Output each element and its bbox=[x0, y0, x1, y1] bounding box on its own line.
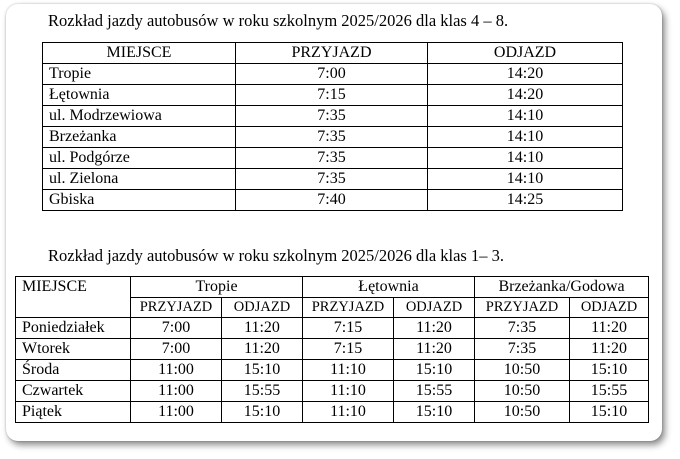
time-cell: 10:50 bbox=[475, 360, 570, 381]
table-row bbox=[43, 106, 623, 127]
table-row bbox=[43, 148, 623, 169]
place-cell: Brzeżanka bbox=[43, 127, 236, 148]
departure-cell: 14:10 bbox=[428, 127, 623, 148]
time-cell: 15:55 bbox=[394, 381, 475, 402]
time-cell: 10:50 bbox=[475, 381, 570, 402]
schedule-4-8-caption: Rozkład jazdy autobusów w roku szkolnym 2025/2026 dla klas 4 – 8. bbox=[48, 11, 509, 30]
place-cell: Tropie bbox=[43, 64, 236, 85]
time-cell: 11:20 bbox=[570, 318, 649, 339]
table-row bbox=[43, 127, 623, 148]
time-cell: 11:20 bbox=[222, 339, 303, 360]
table-row bbox=[16, 381, 649, 402]
place-cell: ul. Podgórze bbox=[43, 148, 236, 169]
time-cell: 7:00 bbox=[131, 339, 222, 360]
time-cell: 15:55 bbox=[570, 381, 649, 402]
time-cell: 11:10 bbox=[303, 381, 394, 402]
table-row bbox=[43, 85, 623, 106]
table-row bbox=[43, 190, 623, 211]
schedule-4-8-table bbox=[42, 42, 623, 211]
time-cell: 15:10 bbox=[394, 360, 475, 381]
schedule-1-3-caption: Rozkład jazdy autobusów w roku szkolnym 2025/2026 dla klas 1– 3. bbox=[48, 246, 504, 265]
arrival-cell: 7:35 bbox=[236, 148, 428, 169]
day-cell: Środa bbox=[16, 360, 131, 381]
time-cell: 15:10 bbox=[570, 402, 649, 423]
time-cell: 15:10 bbox=[222, 402, 303, 423]
subheader-departure: ODJAZD bbox=[222, 298, 303, 318]
time-cell: 15:55 bbox=[222, 381, 303, 402]
time-cell: 15:10 bbox=[570, 360, 649, 381]
table-header-row bbox=[16, 277, 649, 298]
time-cell: 11:20 bbox=[222, 318, 303, 339]
header-arrival: PRZYJAZD bbox=[236, 43, 428, 64]
time-cell: 11:00 bbox=[131, 381, 222, 402]
departure-cell: 14:10 bbox=[428, 169, 623, 190]
table-header-row bbox=[43, 43, 623, 64]
arrival-cell: 7:40 bbox=[236, 190, 428, 211]
departure-cell: 14:10 bbox=[428, 148, 623, 169]
time-cell: 11:00 bbox=[131, 402, 222, 423]
day-cell: Wtorek bbox=[16, 339, 131, 360]
table-row bbox=[43, 169, 623, 190]
place-cell: Gbiska bbox=[43, 190, 236, 211]
time-cell: 11:00 bbox=[131, 360, 222, 381]
departure-cell: 14:25 bbox=[428, 190, 623, 211]
subheader-arrival: PRZYJAZD bbox=[131, 298, 222, 318]
time-cell: 7:00 bbox=[131, 318, 222, 339]
header-blank bbox=[16, 298, 131, 318]
header-group-letownia: Łętownia bbox=[303, 277, 475, 298]
header-place: MIEJSCE bbox=[43, 43, 236, 64]
header-group-tropie: Tropie bbox=[131, 277, 303, 298]
arrival-cell: 7:00 bbox=[236, 64, 428, 85]
header-group-brzezanka-godowa: Brzeżanka/Godowa bbox=[475, 277, 649, 298]
header-place: MIEJSCE bbox=[16, 277, 131, 298]
departure-cell: 14:20 bbox=[428, 64, 623, 85]
time-cell: 10:50 bbox=[475, 402, 570, 423]
table-subheader-row bbox=[16, 298, 649, 318]
time-cell: 11:20 bbox=[394, 318, 475, 339]
time-cell: 11:10 bbox=[303, 402, 394, 423]
day-cell: Czwartek bbox=[16, 381, 131, 402]
day-cell: Poniedziałek bbox=[16, 318, 131, 339]
time-cell: 7:35 bbox=[475, 318, 570, 339]
time-cell: 15:10 bbox=[394, 402, 475, 423]
arrival-cell: 7:35 bbox=[236, 106, 428, 127]
time-cell: 11:20 bbox=[570, 339, 649, 360]
subheader-departure: ODJAZD bbox=[394, 298, 475, 318]
time-cell: 15:10 bbox=[222, 360, 303, 381]
departure-cell: 14:20 bbox=[428, 85, 623, 106]
time-cell: 7:35 bbox=[475, 339, 570, 360]
time-cell: 7:15 bbox=[303, 339, 394, 360]
subheader-arrival: PRZYJAZD bbox=[475, 298, 570, 318]
table-row bbox=[16, 402, 649, 423]
time-cell: 7:15 bbox=[303, 318, 394, 339]
arrival-cell: 7:35 bbox=[236, 169, 428, 190]
place-cell: Łętownia bbox=[43, 85, 236, 106]
subheader-departure: ODJAZD bbox=[570, 298, 649, 318]
table-row bbox=[43, 64, 623, 85]
table-row bbox=[16, 318, 649, 339]
arrival-cell: 7:35 bbox=[236, 127, 428, 148]
arrival-cell: 7:15 bbox=[236, 85, 428, 106]
subheader-arrival: PRZYJAZD bbox=[303, 298, 394, 318]
place-cell: ul. Modrzewiowa bbox=[43, 106, 236, 127]
table-row bbox=[16, 360, 649, 381]
time-cell: 11:20 bbox=[394, 339, 475, 360]
place-cell: ul. Zielona bbox=[43, 169, 236, 190]
time-cell: 11:10 bbox=[303, 360, 394, 381]
header-departure: ODJAZD bbox=[428, 43, 623, 64]
day-cell: Piątek bbox=[16, 402, 131, 423]
schedule-1-3-table bbox=[15, 276, 649, 423]
table-row bbox=[16, 339, 649, 360]
departure-cell: 14:10 bbox=[428, 106, 623, 127]
